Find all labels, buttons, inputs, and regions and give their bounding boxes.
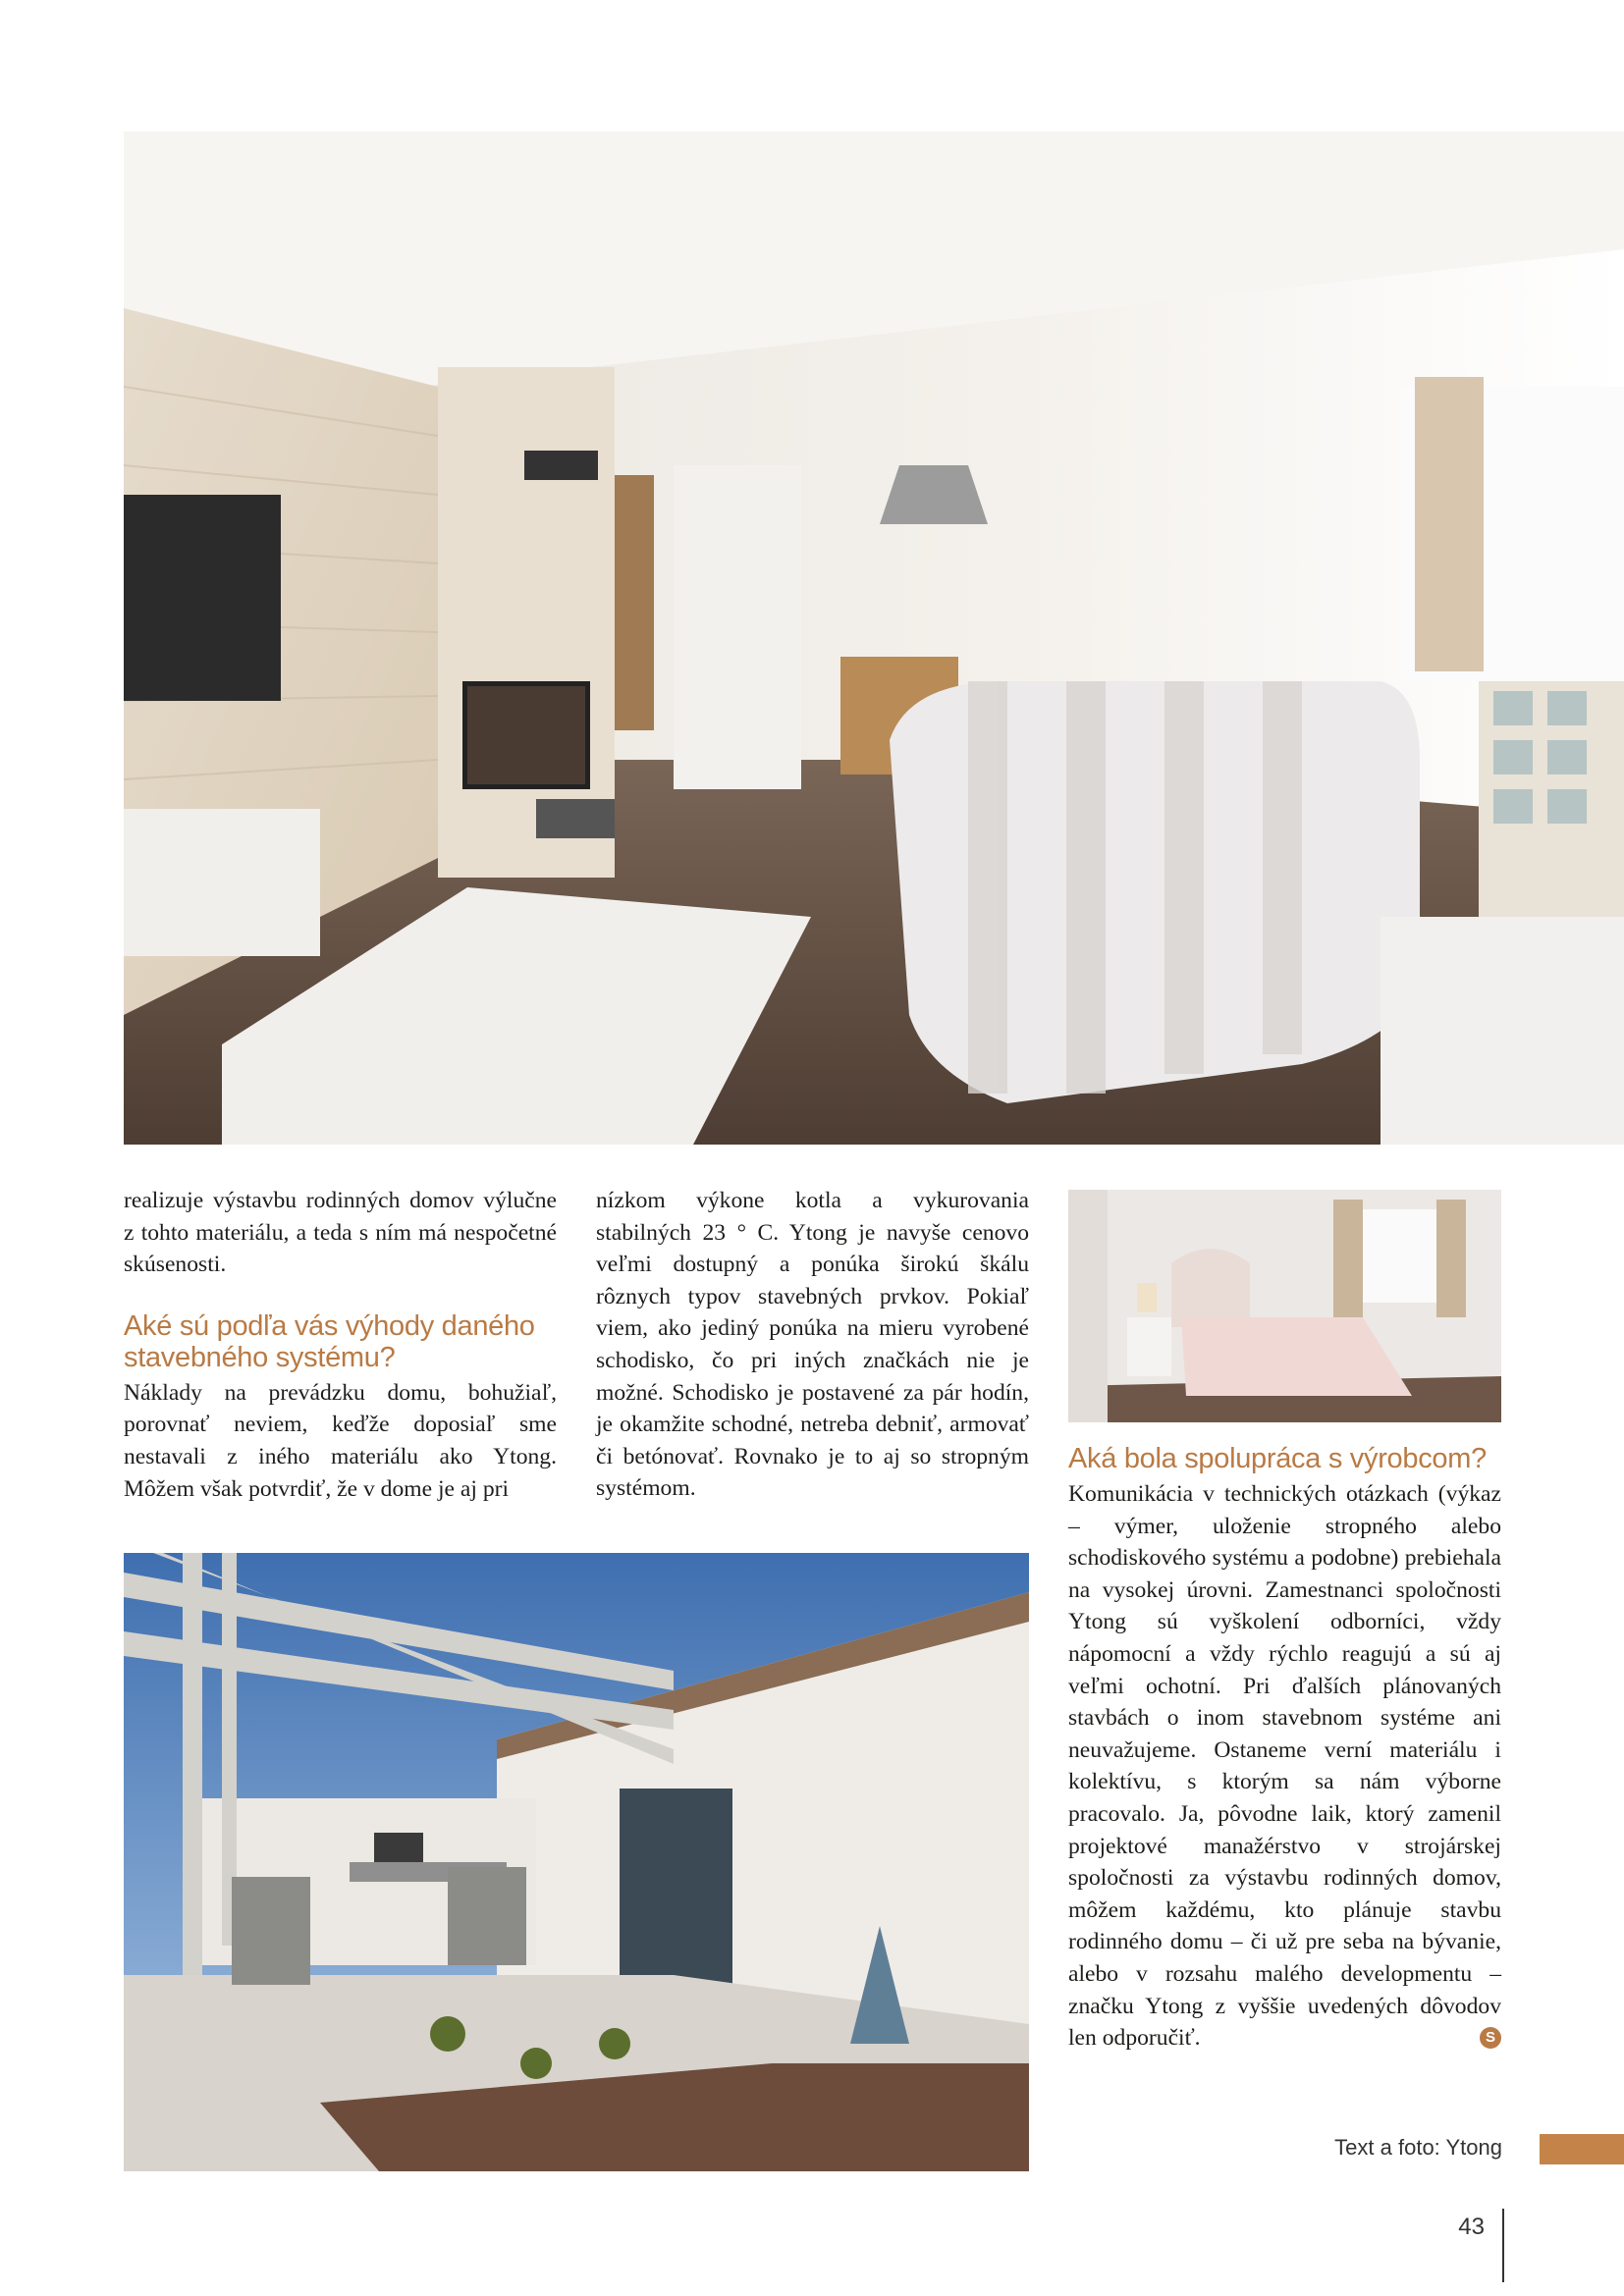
- paragraph-text: Komunikácia v technických otázkach (výkaz – výmer, uloženie stropného alebo schodiskového systému a podobne) prebiehala na vysokej úrovni. Zamestnanci spoločnosti Ytong sú vyškolení odborníci, vždy nápomocní a vždy rýchlo reagujú a sú aj veľmi ochotní. Pri ďalších plánovaných stavbách o inom stavebnom systéme ani neuvažujeme. Ostaneme verní materiálu i kolektívu, s ktorým sa nám výborne pracovalo. Ja, pôvodne laik, ktorý zamenil projektové manažérstvo v strojárskej spoločnosti za výstavbu rodinných domov, môžem každému, kto plánuje stavbu rodinného domu – či už pre seba na bývanie, alebo v rozsahu malého developmentu – značku Ytong z vyššie uvedených dôvodov len odporučiť.: [1068, 1481, 1501, 2052]
- paragraph: [1068, 1478, 1501, 2055]
- text-column-3: [1068, 1414, 1501, 2055]
- accent-bar: [1540, 2134, 1624, 2164]
- paragraph: realizuje výstavbu rodinných domov výlučne z tohto materiálu, a teda s ním má nespočetné skúsenosti.: [124, 1188, 557, 1278]
- bedroom-photo: [1068, 1190, 1501, 1422]
- paragraph: nízkom výkone kotla a vykurovania stabilných 23 ° C. Ytong je navyše cenovo veľmi dostupný a ponúka širokú škálu rôznych typov stavebných prvkov. Pokiaľ viem, ako jediný ponúka na mieru vyrobené schodisko, čo pri iných značkách nie je možné. Schodisko je postavené za pár hodín, je okamžite schodné, netreba debniť, armovať či betónovať. Rovnako je to aj so stropným systémom.: [596, 1188, 1029, 1502]
- patio-photo: [124, 1553, 1029, 2171]
- text-column-2: [596, 1185, 1029, 1505]
- page-divider: [1502, 2209, 1504, 2282]
- text-column-1: [124, 1185, 557, 1505]
- living-room-photo: [124, 132, 1624, 1145]
- end-mark-icon: S: [1480, 2027, 1501, 2049]
- section-heading: Aké sú podľa vás výhody daného stavebného systému?: [124, 1309, 535, 1373]
- section-heading: Aká bola spolupráca s výrobcom?: [1068, 1443, 1487, 1474]
- photo-credit: Text a foto: Ytong: [1334, 2135, 1502, 2160]
- page-number: 43: [1458, 2214, 1485, 2240]
- paragraph: Náklady na prevádzku domu, bohužiaľ, porovnať neviem, keďže doposiaľ sme nestavali z iného materiálu ako Ytong. Môžem však potvrdiť, že v dome je aj pri: [124, 1379, 557, 1502]
